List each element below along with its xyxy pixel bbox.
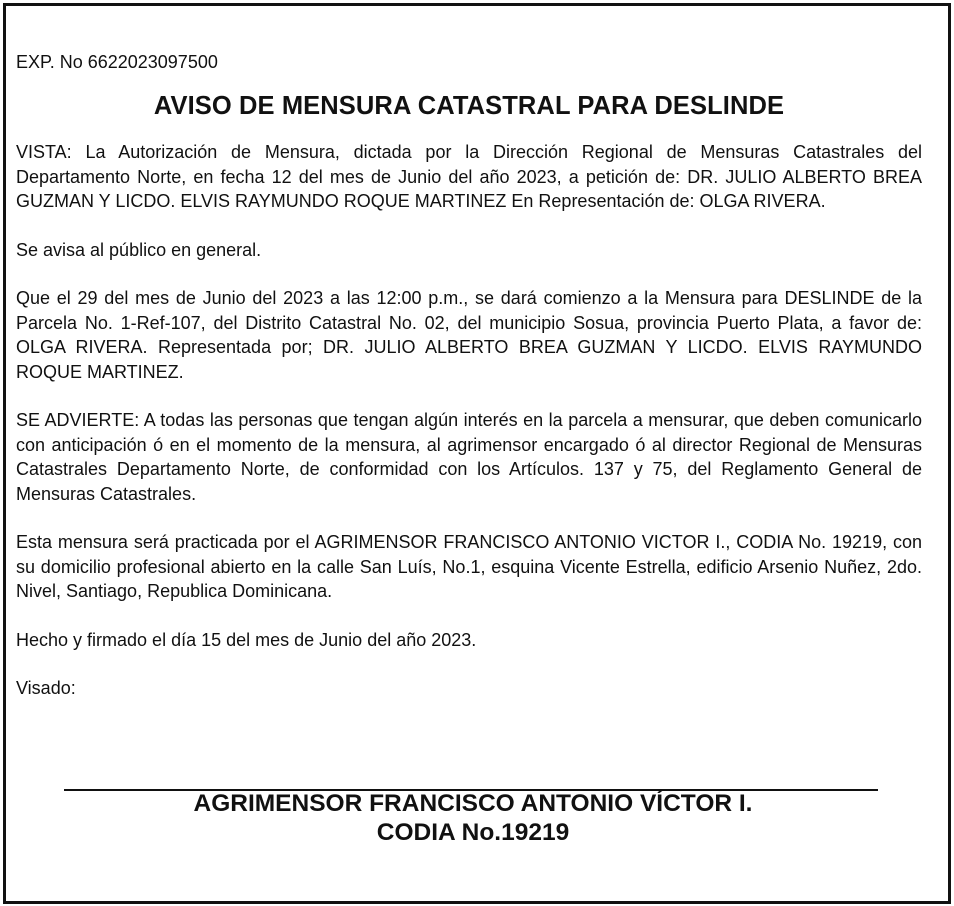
paragraph-firmado: Hecho y firmado el día 15 del mes de Junio del año 2023. (16, 629, 477, 650)
paragraph-practicada: Esta mensura será practicada por el AGRIMENSOR FRANCISCO ANTONIO VICTOR I., CODIA No. 19219, con su domicilio profesional abierto en la calle San Luís, No.1, esquina Vicente Estrella, edificio Arsenio Nuñez, 2do. Nivel, Santiago, Republica Dominicana. (16, 532, 922, 601)
notice-body (16, 50, 922, 701)
paragraph-advierte: SE ADVIERTE: A todas las personas que tengan algún interés en la parcela a mensurar, que deben comunicarlo con anticipación ó en el momento de la mensura, al agrimensor encargado ó al director Regional de Mensuras Catastrales Departamento Norte, de conformidad con los Artículos. 137 y 75, del Reglamento General de Mensuras Catastrales. (16, 410, 922, 504)
signature-name: AGRIMENSOR FRANCISCO ANTONIO VÍCTOR I. (193, 790, 753, 817)
paragraph-fecha: Que el 29 del mes de Junio del 2023 a las 12:00 p.m., se dará comienzo a la Mensura para DESLINDE de la Parcela No. 1-Ref-107, del Distrito Catastral No. 02, del municipio Sosua, provincia Puerto Plata, a favor de: OLGA RIVERA. Representada por; DR. JULIO ALBERTO BREA GUZMAN Y LICDO. ELVIS RAYMUNDO ROQUE MARTINEZ. (16, 288, 922, 382)
paragraph-aviso: Se avisa al público en general. (16, 239, 262, 260)
notice-title: AVISO DE MENSURA CATASTRAL PARA DESLINDE (153, 92, 785, 120)
paragraph-vista: VISTA: La Autorización de Mensura, dictada por la Dirección Regional de Mensuras Catastrales del Departamento Norte, en fecha 12 del mes de Junio del año 2023, a petición de: DR. JULIO ALBERTO BREA GUZMAN Y LICDO. ELVIS RAYMUNDO ROQUE MARTINEZ En Representación de: OLGA RIVERA. (16, 142, 922, 211)
signature-block (0, 789, 946, 847)
expediente-number: EXP. No 6622023097500 (16, 52, 218, 72)
signature-codia: CODIA No.19219 (376, 819, 570, 846)
paragraph-visado: Visado: (16, 678, 76, 698)
